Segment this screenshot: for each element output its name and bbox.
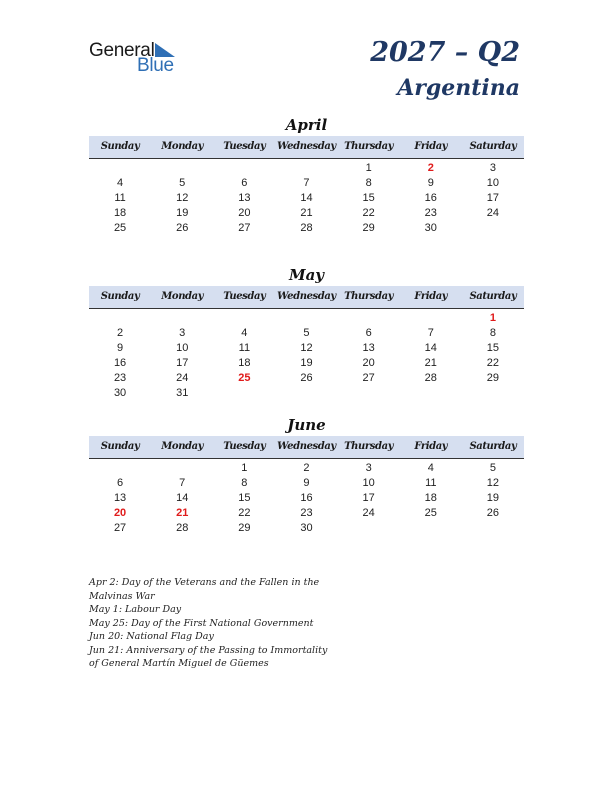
- day-cell: 17: [486, 192, 500, 204]
- day-cell: 6: [241, 177, 248, 189]
- month-name: April: [285, 116, 328, 134]
- day-cell: 13: [113, 492, 127, 504]
- page-title: 2027 – Q2: [370, 37, 520, 68]
- holiday-note: Jun 21: Anniversary of the Passing to Immortality of General Martín Miguel de Güemes: [89, 644, 328, 669]
- week-row: [89, 476, 524, 491]
- month-april: [89, 116, 524, 236]
- holiday-day-cell: 25: [238, 372, 251, 384]
- day-cell: 17: [176, 357, 189, 369]
- day-cell: 9: [303, 477, 310, 489]
- day-cell: 23: [113, 372, 127, 384]
- day-cell: [213, 311, 275, 326]
- day-cell: 2: [303, 462, 310, 474]
- day-cell: 1: [365, 162, 372, 174]
- day-cell: 29: [362, 222, 375, 234]
- holiday-note: Apr 2: Day of the Veterans and the Fallen in the Malvinas War: [89, 577, 320, 602]
- weekday-label: Wednesday: [277, 291, 336, 302]
- weekday-label: Monday: [161, 441, 204, 452]
- calendar-grid: [89, 459, 524, 536]
- day-cell: 4: [427, 462, 434, 474]
- week-row: [89, 386, 524, 401]
- month-name: May: [288, 266, 325, 284]
- day-cell: 4: [241, 327, 248, 339]
- day-cell: [275, 386, 337, 401]
- day-cell: 22: [362, 207, 375, 219]
- day-cell: [151, 461, 213, 476]
- day-cell: 16: [300, 492, 313, 504]
- day-cell: 12: [486, 477, 500, 489]
- day-cell: 8: [365, 177, 372, 189]
- day-cell: 13: [238, 192, 251, 204]
- day-cell: [151, 161, 213, 176]
- day-cell: 19: [300, 357, 313, 369]
- holiday-day-cell: 2: [427, 162, 434, 174]
- day-cell: 20: [238, 207, 251, 219]
- day-cell: 18: [424, 492, 437, 504]
- weekday-label: Wednesday: [277, 141, 336, 152]
- day-cell: [213, 161, 275, 176]
- weekday-label: Sunday: [100, 141, 140, 152]
- day-cell: 14: [176, 492, 189, 504]
- day-cell: 16: [113, 357, 127, 369]
- day-cell: 30: [300, 522, 313, 534]
- day-cell: [462, 521, 524, 536]
- day-cell: 19: [486, 492, 500, 504]
- month-may: [89, 266, 524, 401]
- week-row: [89, 341, 524, 356]
- week-row: [89, 176, 524, 191]
- day-cell: 15: [486, 342, 500, 354]
- country-name: Argentina: [397, 75, 520, 101]
- day-cell: 25: [424, 507, 437, 519]
- day-cell: 26: [300, 372, 313, 384]
- day-cell: 6: [117, 477, 124, 489]
- day-cell: 3: [365, 462, 372, 474]
- day-cell: [89, 461, 151, 476]
- day-cell: 20: [362, 357, 375, 369]
- day-cell: 21: [300, 207, 313, 219]
- day-cell: [338, 311, 400, 326]
- day-cell: 17: [362, 492, 375, 504]
- weekday-label: Saturday: [469, 441, 517, 452]
- weekday-label: Tuesday: [223, 141, 266, 152]
- weekday-header: [89, 136, 524, 159]
- weekday-label: Sunday: [100, 291, 140, 302]
- week-row: [89, 221, 524, 236]
- calendar-grid: [89, 159, 524, 236]
- day-cell: 28: [300, 222, 313, 234]
- weekday-label: Thursday: [344, 291, 394, 302]
- day-cell: 15: [362, 192, 375, 204]
- day-cell: 22: [486, 357, 500, 369]
- day-cell: 24: [486, 207, 500, 219]
- holiday-note: May 25: Day of the First National Government: [89, 617, 314, 629]
- day-cell: [400, 311, 462, 326]
- day-cell: 3: [179, 327, 186, 339]
- day-cell: 18: [238, 357, 251, 369]
- day-cell: 6: [365, 327, 372, 339]
- month-june: [89, 416, 524, 536]
- day-cell: 1: [241, 462, 248, 474]
- day-cell: [213, 386, 275, 401]
- day-cell: 12: [300, 342, 313, 354]
- day-cell: 8: [241, 477, 248, 489]
- day-cell: [275, 311, 337, 326]
- day-cell: 24: [176, 372, 189, 384]
- day-cell: 28: [176, 522, 189, 534]
- day-cell: [89, 161, 151, 176]
- day-cell: 26: [486, 507, 500, 519]
- week-row: [89, 161, 524, 176]
- logo-text-general: General: [89, 40, 155, 61]
- day-cell: 5: [179, 177, 186, 189]
- holiday-note: May 1: Labour Day: [89, 604, 182, 615]
- day-cell: 27: [238, 222, 251, 234]
- day-cell: [89, 311, 151, 326]
- holiday-notes: [89, 576, 339, 671]
- weekday-label: Friday: [414, 441, 448, 452]
- weekday-label: Sunday: [100, 441, 140, 452]
- day-cell: 19: [176, 207, 189, 219]
- weekday-label: Saturday: [469, 141, 517, 152]
- day-cell: 2: [117, 327, 124, 339]
- week-row: [89, 356, 524, 371]
- weekday-label: Tuesday: [223, 441, 266, 452]
- day-cell: 15: [238, 492, 251, 504]
- holiday-note: Jun 20: National Flag Day: [89, 631, 214, 642]
- weekday-label: Wednesday: [277, 441, 336, 452]
- holiday-day-cell: 21: [176, 507, 189, 519]
- day-cell: [338, 386, 400, 401]
- weekday-header: [89, 436, 524, 459]
- day-cell: 12: [176, 192, 189, 204]
- day-cell: 7: [303, 177, 310, 189]
- day-cell: 28: [424, 372, 437, 384]
- weekday-label: Saturday: [469, 291, 517, 302]
- day-cell: [151, 311, 213, 326]
- day-cell: [462, 221, 524, 236]
- day-cell: 16: [424, 192, 437, 204]
- week-row: [89, 371, 524, 386]
- day-cell: 10: [362, 477, 375, 489]
- weekday-label: Tuesday: [223, 291, 266, 302]
- day-cell: 10: [486, 177, 500, 189]
- week-row: [89, 521, 524, 536]
- day-cell: [275, 161, 337, 176]
- day-cell: 8: [489, 327, 496, 339]
- week-row: [89, 311, 524, 326]
- week-row: [89, 191, 524, 206]
- logo: [89, 40, 189, 76]
- weekday-label: Monday: [161, 141, 204, 152]
- day-cell: [400, 386, 462, 401]
- day-cell: 23: [424, 207, 437, 219]
- day-cell: 9: [117, 342, 124, 354]
- day-cell: 14: [300, 192, 313, 204]
- day-cell: 5: [303, 327, 310, 339]
- day-cell: 3: [489, 162, 496, 174]
- weekday-label: Monday: [161, 291, 204, 302]
- week-row: [89, 506, 524, 521]
- logo-text-blue: Blue: [137, 55, 174, 76]
- calendar-grid: [89, 309, 524, 401]
- day-cell: 10: [176, 342, 189, 354]
- month-name: June: [287, 416, 326, 434]
- day-cell: 11: [425, 477, 437, 489]
- holiday-day-cell: 1: [489, 312, 496, 324]
- day-cell: 7: [427, 327, 434, 339]
- day-cell: 29: [486, 372, 500, 384]
- day-cell: 5: [489, 462, 496, 474]
- day-cell: 14: [424, 342, 437, 354]
- day-cell: 27: [113, 522, 127, 534]
- day-cell: 30: [113, 387, 127, 399]
- weekday-header: [89, 286, 524, 309]
- day-cell: 21: [424, 357, 437, 369]
- day-cell: 9: [427, 177, 434, 189]
- weekday-label: Friday: [414, 141, 448, 152]
- weekday-label: Friday: [414, 291, 448, 302]
- holiday-day-cell: 20: [113, 507, 127, 519]
- day-cell: 29: [238, 522, 251, 534]
- day-cell: 23: [300, 507, 313, 519]
- day-cell: 27: [362, 372, 375, 384]
- day-cell: 30: [424, 222, 437, 234]
- day-cell: 31: [176, 387, 189, 399]
- week-row: [89, 206, 524, 221]
- week-row: [89, 326, 524, 341]
- day-cell: 11: [238, 342, 251, 354]
- day-cell: [400, 521, 462, 536]
- day-cell: 13: [362, 342, 375, 354]
- day-cell: 25: [113, 222, 127, 234]
- day-cell: [338, 521, 400, 536]
- day-cell: 7: [179, 477, 186, 489]
- day-cell: 11: [114, 192, 126, 204]
- day-cell: 22: [238, 507, 251, 519]
- day-cell: 4: [117, 177, 124, 189]
- weekday-label: Thursday: [344, 441, 394, 452]
- day-cell: 24: [362, 507, 375, 519]
- weekday-label: Thursday: [344, 141, 394, 152]
- day-cell: 26: [176, 222, 189, 234]
- day-cell: [462, 386, 524, 401]
- week-row: [89, 491, 524, 506]
- week-row: [89, 461, 524, 476]
- day-cell: 18: [113, 207, 127, 219]
